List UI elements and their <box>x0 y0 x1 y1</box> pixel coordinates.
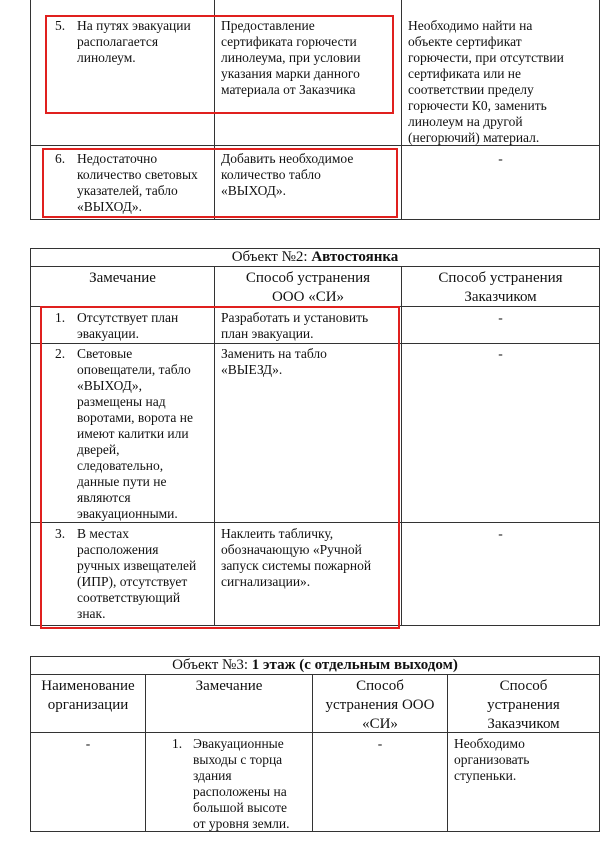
remark-cell: Недостаточно количество световых указателей, табло «ВЫХОД». <box>77 151 198 214</box>
row-number: 1. <box>172 736 183 751</box>
column-header: Способ устранения Заказчиком <box>487 678 560 732</box>
si-method-cell: Разработать и установить план эвакуации. <box>221 310 369 341</box>
table-divider <box>599 656 600 832</box>
column-header: Способ устранения ООО «СИ» <box>245 270 371 305</box>
table-divider <box>30 0 31 220</box>
remark-cell: В местах расположения ручных извещателей (ИПР), отсутствует соответствующий знак. <box>77 526 197 621</box>
table-title: Объект №2: Автостоянка <box>231 249 399 265</box>
org-cell: - <box>85 736 91 751</box>
si-method-cell: - <box>377 736 383 751</box>
customer-method-cell: - <box>498 346 503 361</box>
table-title: Объект №3: 1 этаж (с отдельным выходом) <box>172 657 458 673</box>
row-number: 3. <box>55 526 66 541</box>
remark-cell: Отсутствует план эвакуации. <box>77 310 179 341</box>
table-divider <box>599 248 600 626</box>
row-number: 1. <box>55 310 66 325</box>
remark-cell: На путях эвакуации располагается линолеум. <box>77 18 191 65</box>
highlight-box <box>40 306 400 629</box>
row-number: 5. <box>55 18 66 33</box>
table-divider <box>145 674 146 832</box>
customer-method-cell: Необходимо найти на объекте сертификат горючести, при отсутствии сертификата или не соответствии пределу горючести К0, заменить линолеум на другой (негорючий) материал. <box>408 18 564 145</box>
remark-cell: Эвакуационные выходы с торца здания расположены на большой высоте от уровня земли. <box>193 736 290 831</box>
customer-method-cell: Необходимо организовать ступеньки. <box>454 736 530 783</box>
highlight-box <box>45 15 394 114</box>
row-number: 6. <box>55 151 66 166</box>
customer-method-cell: - <box>498 310 503 325</box>
customer-method-cell: - <box>498 151 503 166</box>
table-divider <box>30 831 600 832</box>
table-divider <box>30 248 31 626</box>
table-divider <box>401 0 402 220</box>
column-header: Замечание <box>89 270 156 286</box>
column-header: Наименование организации <box>41 678 135 713</box>
si-method-cell: Наклеить табличку, обозначающую «Ручной запуск системы пожарной сигнализации». <box>221 526 372 589</box>
si-method-cell: Заменить на табло «ВЫЕЗД». <box>221 346 327 377</box>
column-header: Замечание <box>195 678 263 694</box>
table-divider <box>599 0 600 220</box>
column-header: Способ устранения ООО «СИ» <box>325 678 435 732</box>
highlight-box <box>42 148 398 218</box>
si-method-cell: Предоставление сертификата горючести линолеума, при условии указания марки данного материала от Заказчика <box>221 18 361 97</box>
row-number: 2. <box>55 346 66 361</box>
customer-method-cell: - <box>498 526 503 541</box>
si-method-cell: Добавить необходимое количество табло «ВЫХОД». <box>221 151 354 198</box>
remark-cell: Световые оповещатели, табло «ВЫХОД», размещены над воротами, ворота не имеют калитки или дверей, следовательно, данные пути не являются эвакуационными. <box>77 346 193 521</box>
column-header: Способ устранения Заказчиком <box>438 270 563 305</box>
table-divider <box>30 219 600 220</box>
